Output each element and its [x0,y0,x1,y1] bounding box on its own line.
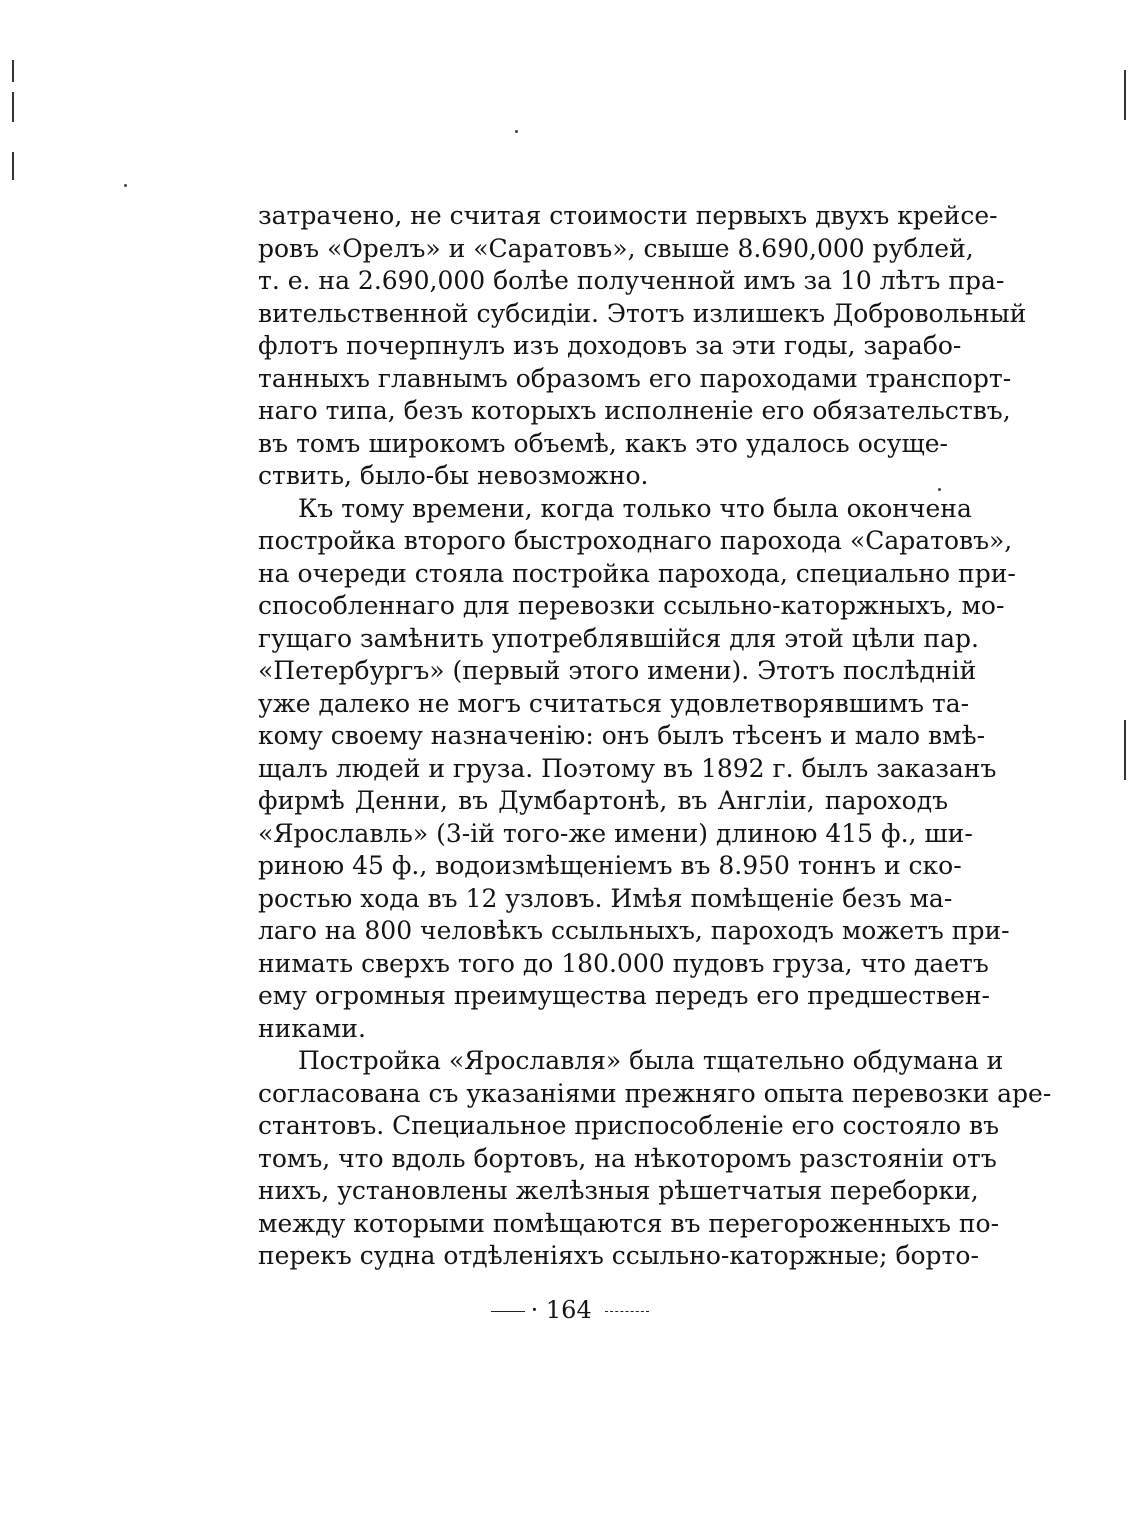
text-line: риною 45 ф., водоизмѣщеніемъ въ 8.950 тоннъ и ско- [258,851,962,880]
paragraph [258,200,1027,493]
text-line: томъ, что вдоль бортовъ, на нѣкоторомъ разстояніи отъ [258,1143,997,1173]
text-line: на очереди стояла постройка парохода, специально при- [258,558,1016,588]
scan-speck [124,184,127,187]
text-line: уже далеко не могъ считаться удовлетворявшимъ та- [258,688,970,718]
page-number-footer: · 164 [0,1296,1140,1324]
page-number-dash-right [605,1311,649,1312]
page-number-dash-left [491,1311,525,1312]
scan-speck [515,130,518,133]
text-line: танныхъ главнымъ образомъ его пароходами транспорт- [258,363,1012,393]
text-line: стантовъ. Специальное приспособленіе его состояло въ [258,1111,1000,1140]
text-line: никами. [258,1013,366,1043]
text-line: «Ярославль» (3-ій того-же имени) длиною 415 ф., ши- [258,818,973,848]
text-line: способленнаго для перевозки ссыльно-каторжныхъ, мо- [258,591,1005,620]
text-line: нихъ, установлены желѣзныя рѣшетчатыя переборки, [258,1176,979,1205]
text-line: лаго на 800 человѣкъ ссыльныхъ, пароходъ можетъ при- [258,916,1010,945]
text-line: ровъ «Орелъ» и «Саратовъ», свыше 8.690,000 рублей, [258,233,974,263]
page-number: 164 [545,1296,592,1324]
paragraph [258,1045,1052,1273]
text-line: «Петербургъ» (первый этого имени). Этотъ послѣдній [258,656,977,685]
text-line: наго типа, безъ которыхъ исполненіе его обязательствъ, [258,396,1011,425]
text-line: между которыми помѣщаются въ перегороженныхъ по- [258,1208,1000,1238]
right-margin-mark [1124,720,1126,780]
left-margin-mark [12,152,14,180]
text-line: Къ тому времени, когда только что была окончена [298,493,972,523]
text-line: затрачено, не считая стоимости первыхъ двухъ крейсе- [258,201,998,230]
text-line: флотъ почерпнулъ изъ доходовъ за эти годы, зарабо- [258,331,962,360]
right-margin-mark [1124,70,1126,120]
text-line: т. е. на 2.690,000 болѣе полученной имъ за 10 лѣтъ пра- [258,266,1005,295]
text-line: фирмѣ Денни, въ Думбартонѣ, въ Англіи, пароходъ [258,786,948,815]
text-line: ствить, было-бы невозможно. [258,461,649,490]
text-line: ростью хода въ 12 узловъ. Имѣя помѣщеніе безъ ма- [258,883,953,913]
text-line: Постройка «Ярославля» была тщательно обдумана и [298,1046,1004,1075]
text-line: согласована съ указаніями прежняго опыта перевозки аре- [258,1078,1052,1108]
paragraph [258,493,1016,1046]
text-line: кому своему назначенію: онъ былъ тѣсенъ и мало вмѣ- [258,721,986,750]
left-margin-mark [12,92,14,122]
body-text [258,200,1052,1273]
text-line: нимать сверхъ того до 180.000 пудовъ груза, что даетъ [258,948,989,978]
text-line: постройка второго быстроходнаго парохода «Саратовъ», [258,526,1013,555]
text-line: ему огромныя преимущества передъ его предшествен- [258,981,990,1010]
text-line: гущаго замѣнить употреблявшійся для этой цѣли пар. [258,623,979,653]
text-line: щалъ людей и груза. Поэтому въ 1892 г. былъ заказанъ [258,753,997,783]
text-line: въ томъ широкомъ объемѣ, какъ это удалось осуще- [258,428,948,458]
text-line: вительственной субсидіи. Этотъ излишекъ Добровольный [258,298,1027,328]
text-line: перекъ судна отдѣленіяхъ ссыльно-каторжные; борто- [258,1241,979,1270]
left-margin-mark [12,60,14,82]
